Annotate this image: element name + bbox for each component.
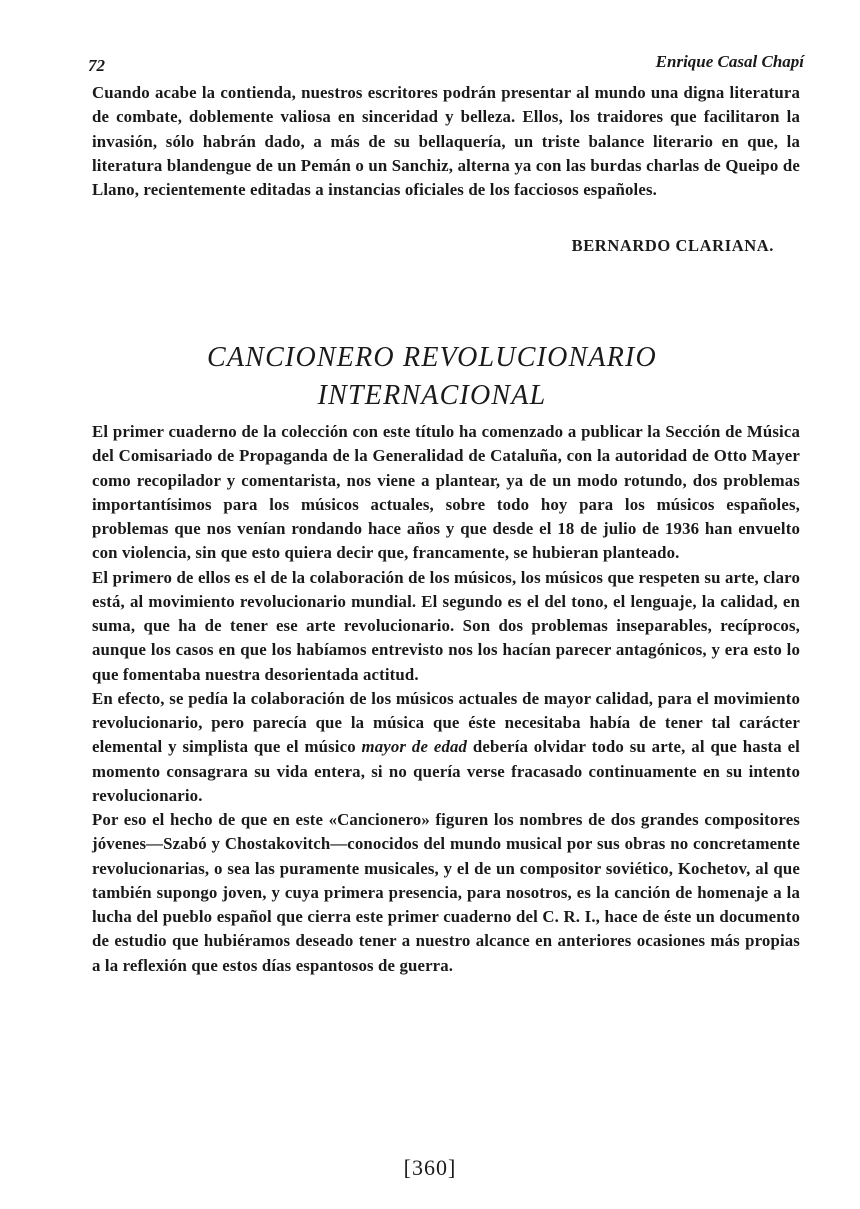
paragraph-3-end: debería olvidar todo su arte, al que hasta el momento consagrara su vida entera, si no quería verse fracasado continuamente en su intento revolucionario. [92, 737, 800, 805]
intro-paragraph: Cuando acabe la contienda, nuestros escritores podrán presentar al mundo una digna literatura de combate, doblemente valiosa en sinceridad y belleza. Ellos, los traidores que facilitaron la invasión, sólo habrán dado, a más de su bellaquería, un triste balance literario en que, la literatura blandengue de un Pemán o un Sanchiz, alterna ya con las burdas charlas de Queipo de Llano, recientemente editadas a instancias oficiales de los facciosos españoles. [92, 83, 800, 199]
article-body [92, 420, 800, 978]
article-title [92, 339, 772, 415]
title-line-1: CANCIONERO REVOLUCIONARIO [207, 341, 657, 373]
paragraph-2: El primero de ellos es el de la colaboración de los músicos, los músicos que respeten su arte, claro está, al movimiento revolucionario mundial. El segundo es el del tono, el lenguaje, la calidad, en suma, que ha de tener ese arte revolucionario. Son dos problemas inseparables, recíprocos, aunque los casos en que los habíamos entrevisto nos los hacían parecer antagónicos, y era esto lo que fomentaba nuestra desorientada actitud. [92, 567, 800, 684]
title-line-2: INTERNACIONAL [317, 379, 547, 411]
paragraph-1: El primer cuaderno de la colección con este título ha comenzado a publicar la Sección de Música del Comisariado de Propaganda de la Generalidad de Cataluña, con la autoridad de Otto Mayer como recopilador y comentarista, nos viene a plantear, ya de un modo rotundo, dos problemas importantísimos para los músicos actuales, sobre todo hoy para los músicos españoles, problemas que nos venían rondando hace años y que desde el 18 de julio de 1936 han envuelto con violencia, sin que esto quiera decir que, francamente, se hubieran planteado. [92, 422, 800, 563]
emphasis-mayor-de-edad: mayor de edad [361, 737, 468, 757]
folio-number: [360] [403, 1155, 457, 1180]
paragraph-3-start: En efecto, se pedía la colaboración de los músicos actuales de mayor calidad, para el movimiento revolucionario, pero parecía que la música que éste necesitaba había de tener tal carácter elemental y simplista que el músico [92, 688, 800, 757]
paragraph-3 [92, 687, 800, 808]
running-author: Enrique Casal Chapí [655, 52, 804, 71]
intro-text [92, 81, 800, 202]
page-number: 72 [88, 56, 105, 75]
paragraph-4: Por eso el hecho de que en este «Cancionero» figuren los nombres de dos grandes compositores jóvenes—Szabó y Chostakovitch—conocidos del mundo musical por sus obras no concretamente revolucionarias, o sea las puramente musicales, y el de un compositor soviético, Kochetov, al que también supongo joven, y cuya primera presencia, para nosotros, es la canción de homenaje a la lucha del pueblo español que cierra este primer cuaderno del C. R. I., hace de éste un documento de estudio que hubiéramos deseado tener a nuestro alcance en anteriores ocasiones más propias a la reflexión que estos días espantosos de guerra. [92, 810, 800, 975]
signature: BERNARDO CLARIANA. [571, 236, 774, 255]
